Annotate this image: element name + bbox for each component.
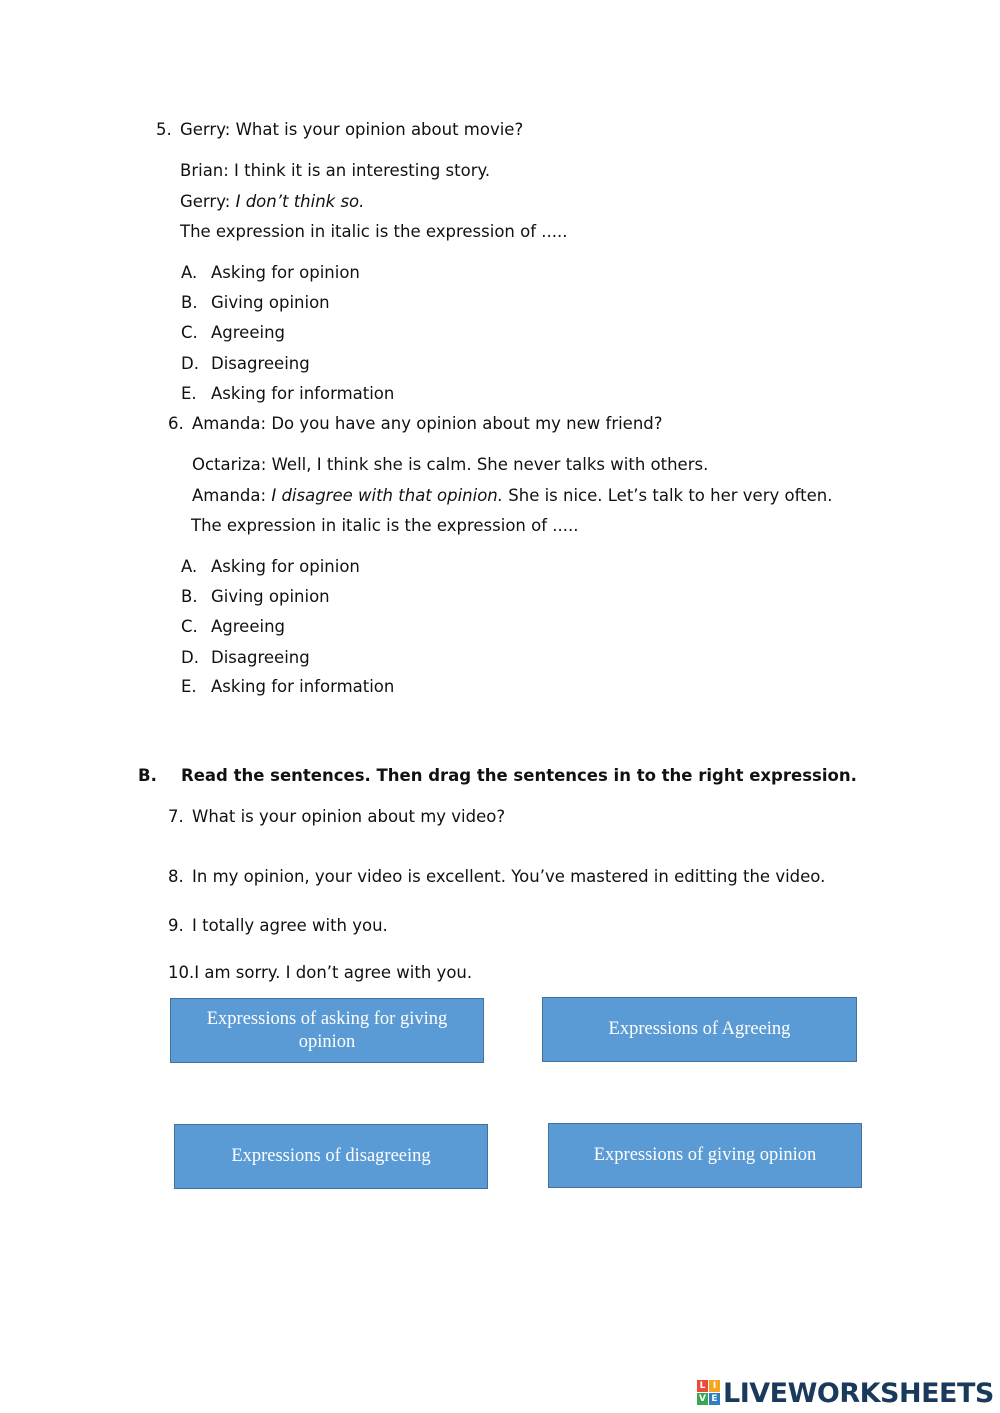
option-letter: E. bbox=[181, 384, 197, 403]
sentence-text: What is your opinion about my video? bbox=[192, 807, 506, 826]
option-letter: C. bbox=[181, 323, 198, 342]
option-letter: D. bbox=[181, 648, 199, 667]
option bbox=[181, 557, 360, 577]
option-text: Asking for information bbox=[211, 677, 395, 696]
option-text: Agreeing bbox=[211, 617, 286, 636]
option-letter: D. bbox=[181, 354, 199, 373]
liveworksheets-logo-icon: L I V E bbox=[697, 1380, 721, 1406]
option-text: Giving opinion bbox=[211, 293, 330, 312]
question-6 bbox=[168, 414, 663, 434]
option bbox=[181, 617, 286, 637]
question-number: 5. bbox=[156, 120, 172, 139]
drop-box-disagreeing[interactable]: Expressions of disagreeing bbox=[174, 1124, 488, 1189]
brand-name: LIVEWORKSHEETS bbox=[723, 1377, 994, 1409]
dialogue-line: Octariza: Well, I think she is calm. She never talks with others. bbox=[192, 455, 709, 474]
drop-box-asking-opinion[interactable]: Expressions of asking for giving opinion bbox=[170, 998, 484, 1063]
question-number: 6. bbox=[168, 414, 184, 433]
drop-box-agreeing[interactable]: Expressions of Agreeing bbox=[542, 997, 857, 1062]
question-text: Amanda: Do you have any opinion about my new friend? bbox=[192, 414, 663, 433]
option bbox=[181, 323, 286, 343]
option-text: Giving opinion bbox=[211, 587, 330, 606]
liveworksheets-logo bbox=[697, 1378, 994, 1408]
option bbox=[181, 293, 330, 313]
option bbox=[181, 263, 360, 283]
dialogue-line: Gerry: I don’t think so. bbox=[180, 192, 365, 211]
option-letter: C. bbox=[181, 617, 198, 636]
option-letter: B. bbox=[181, 587, 198, 606]
option bbox=[181, 648, 310, 668]
sentence-number: 8. bbox=[168, 867, 184, 886]
option-letter: E. bbox=[181, 677, 197, 696]
drag-sentence-7[interactable] bbox=[168, 807, 506, 827]
option-text: Asking for opinion bbox=[211, 557, 360, 576]
sentence-text: In my opinion, your video is excellent. You’ve mastered in editting the video. bbox=[192, 867, 826, 886]
section-label: B. bbox=[138, 766, 157, 785]
drop-box-giving-opinion[interactable]: Expressions of giving opinion bbox=[548, 1123, 862, 1188]
option bbox=[181, 587, 330, 607]
question-prompt: The expression in italic is the expression of ..... bbox=[180, 222, 568, 241]
option-text: Disagreeing bbox=[211, 648, 310, 667]
question-text: Gerry: What is your opinion about movie? bbox=[180, 120, 524, 139]
sentence-number: 9. bbox=[168, 916, 184, 935]
question-prompt: The expression in italic is the expression of ..... bbox=[191, 516, 579, 535]
option bbox=[181, 677, 395, 697]
section-b-header bbox=[138, 766, 857, 786]
option bbox=[181, 384, 395, 404]
question-5 bbox=[156, 120, 524, 140]
option bbox=[181, 354, 310, 374]
option-text: Asking for information bbox=[211, 384, 395, 403]
dialogue-line: Brian: I think it is an interesting story. bbox=[180, 161, 491, 180]
drag-sentence-8[interactable] bbox=[168, 867, 826, 887]
italic-expression: I don’t think so. bbox=[235, 192, 365, 211]
option-letter: A. bbox=[181, 557, 198, 576]
option-letter: A. bbox=[181, 263, 198, 282]
option-text: Disagreeing bbox=[211, 354, 310, 373]
option-text: Asking for opinion bbox=[211, 263, 360, 282]
option-letter: B. bbox=[181, 293, 198, 312]
dialogue-line: Amanda: I disagree with that opinion. She is nice. Let’s talk to her very often. bbox=[192, 486, 833, 505]
section-instruction: Read the sentences. Then drag the sentences in to the right expression. bbox=[181, 766, 857, 785]
drag-sentence-10[interactable] bbox=[168, 963, 472, 983]
option-text: Agreeing bbox=[211, 323, 286, 342]
sentence-number: 10. bbox=[168, 963, 195, 982]
drag-sentence-9[interactable] bbox=[168, 916, 388, 936]
sentence-number: 7. bbox=[168, 807, 184, 826]
sentence-text: I totally agree with you. bbox=[192, 916, 388, 935]
sentence-text: I am sorry. I don’t agree with you. bbox=[194, 963, 473, 982]
italic-expression: I disagree with that opinion. bbox=[271, 486, 504, 505]
